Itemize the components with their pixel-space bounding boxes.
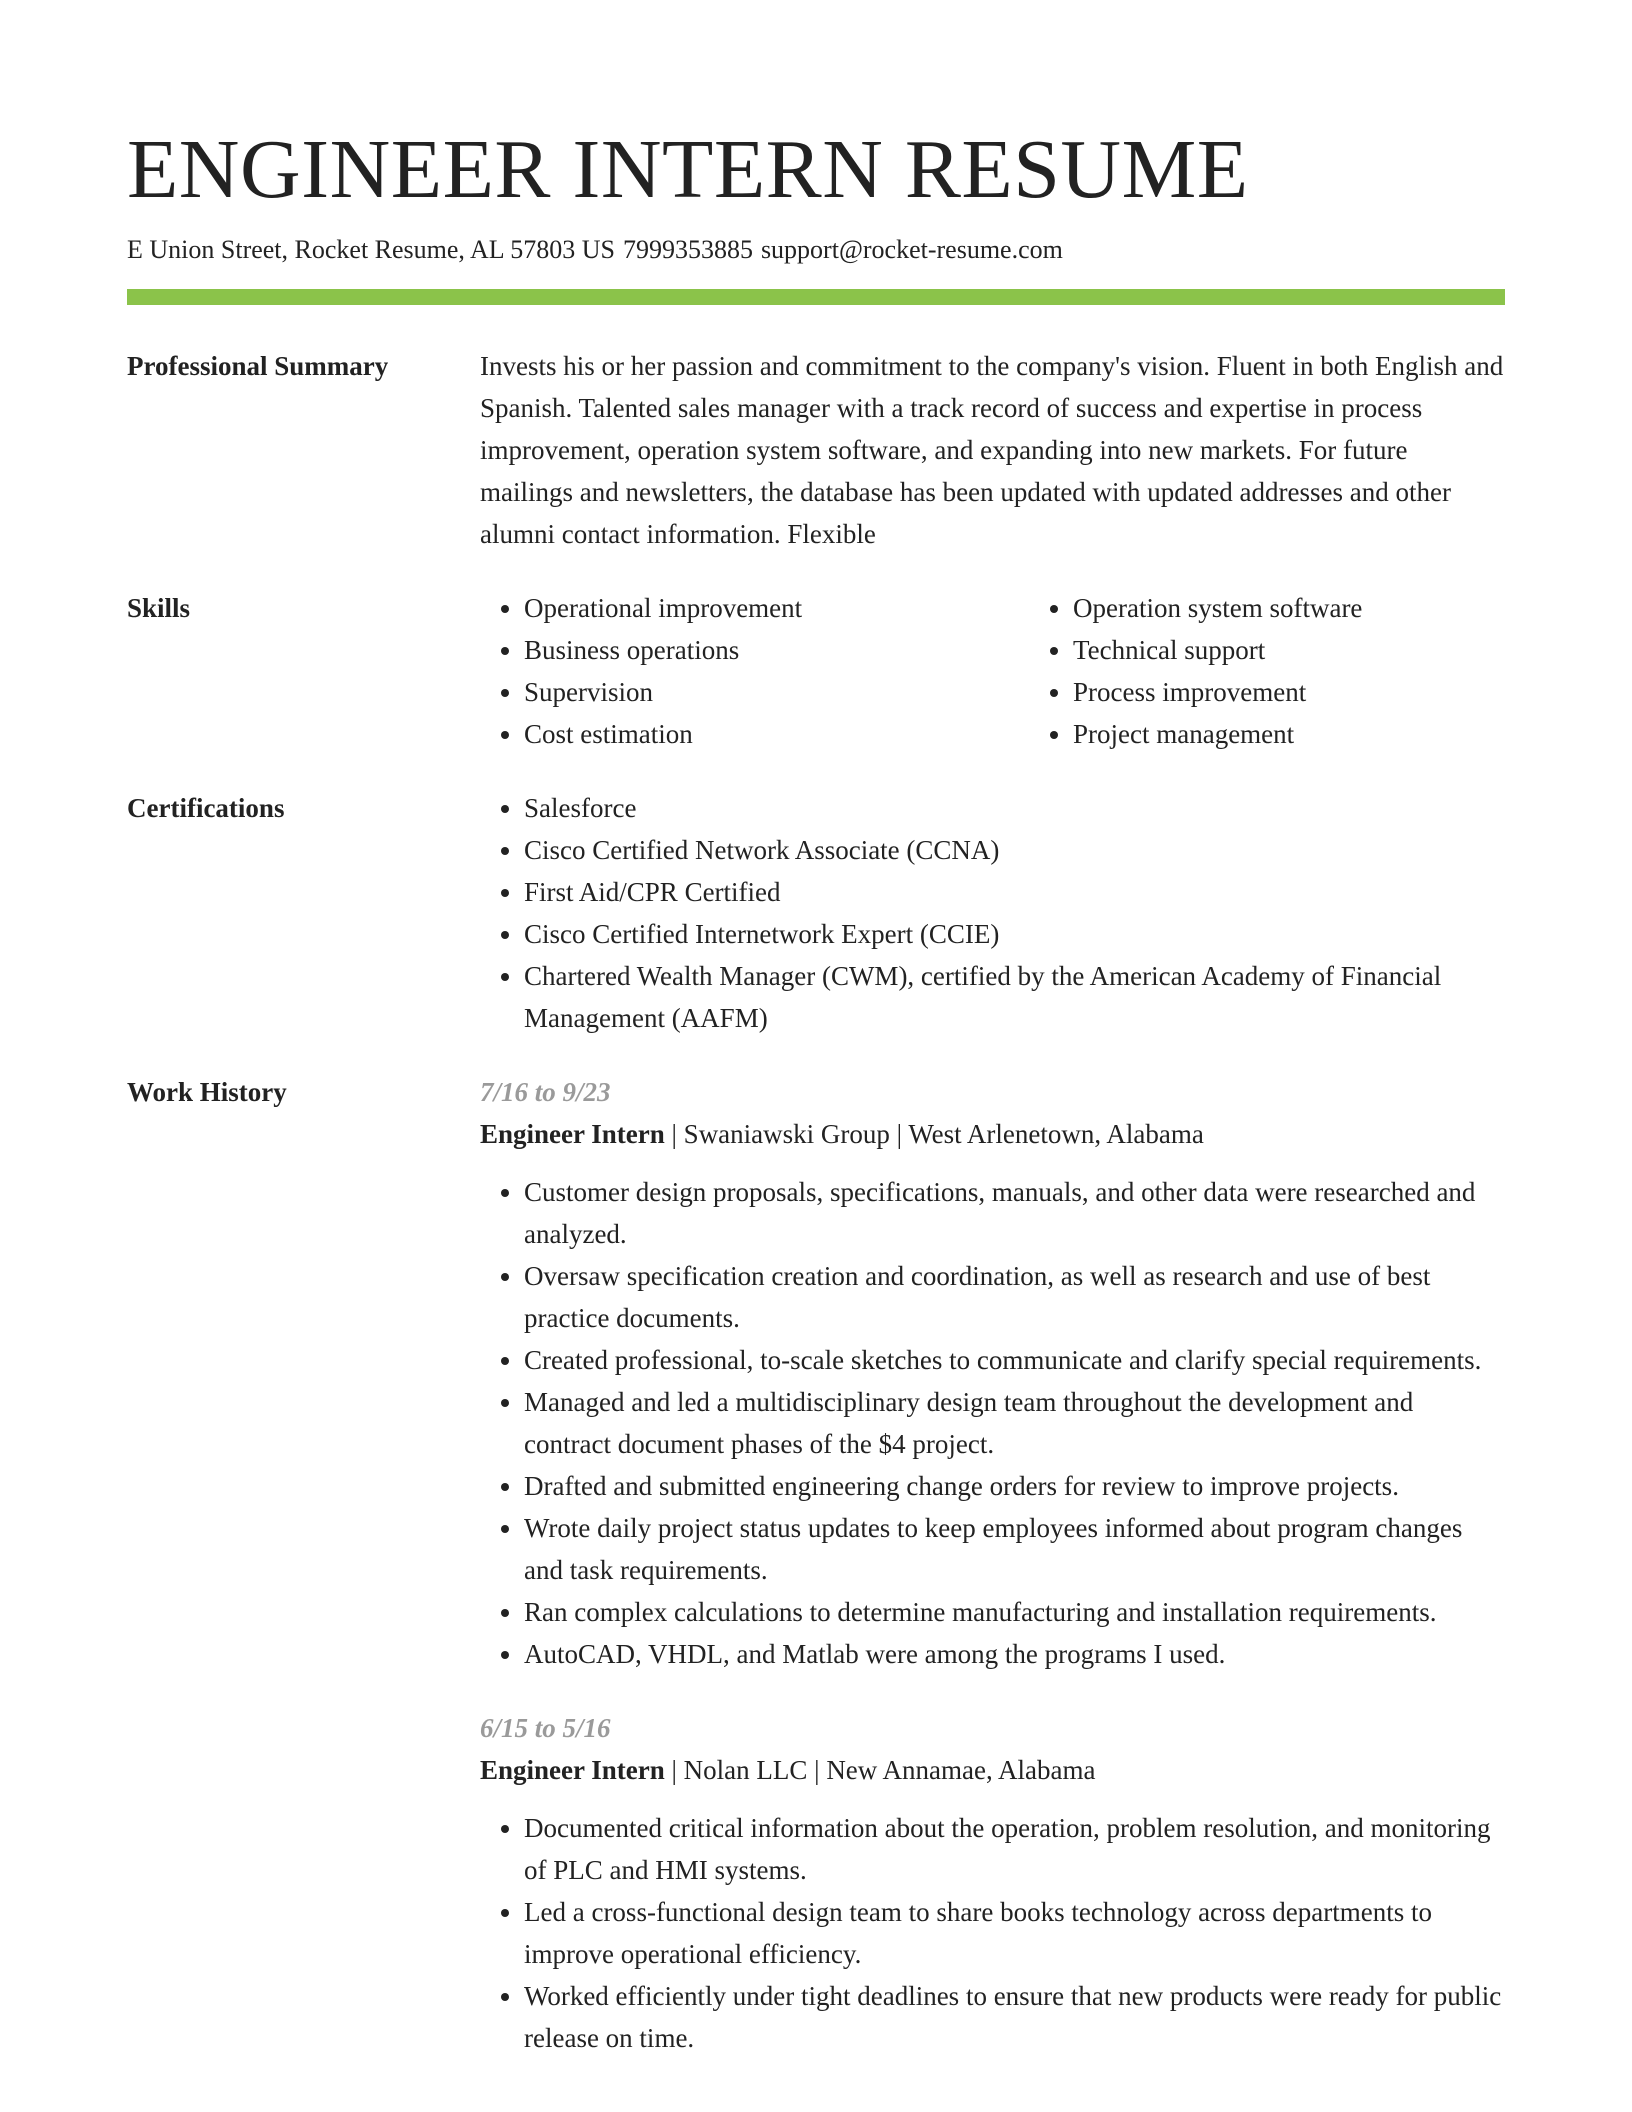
certification-item: • Cisco Certified Network Associate (CCNA) — [524, 829, 1505, 871]
job-dates: 6/15 to 5/16 — [480, 1713, 611, 1743]
certifications-section — [127, 787, 1505, 1039]
job-duties-list — [480, 1807, 1505, 2059]
skill-item: • Supervision — [524, 671, 1029, 713]
certifications-list — [480, 787, 1505, 1039]
job-heading: Engineer Intern | Swaniawski Group | West Arlenetown, Alabama — [480, 1119, 1204, 1149]
contact-line — [127, 232, 1505, 268]
job-location: New Annamae, Alabama — [826, 1755, 1096, 1785]
skill-item: • Cost estimation — [524, 713, 1029, 755]
certification-item: • Cisco Certified Internetwork Expert (CCIE) — [524, 913, 1505, 955]
certifications-heading: Certifications — [127, 793, 285, 823]
job-duty: • Oversaw specification creation and coordination, as well as research and use of best practice documents. — [524, 1255, 1505, 1339]
certification-item: • First Aid/CPR Certified — [524, 871, 1505, 913]
job-duties-list — [480, 1171, 1505, 1675]
job-duty: • Created professional, to-scale sketches to communicate and clarify special requirements. — [524, 1339, 1505, 1381]
summary-text: Invests his or her passion and commitment to the company's vision. Fluent in both English and Spanish. Talented sales manager with a track record of success and expertise in process improvement, operation system software, and expanding into new markets. For future mailings and newsletters, the database has been updated with updated addresses and other alumni contact information. Flexible — [480, 351, 1504, 549]
skills-grid — [480, 587, 1578, 755]
contact-phone: 7999353885 — [622, 235, 753, 264]
summary-section — [127, 345, 1505, 555]
job-duty: • Ran complex calculations to determine manufacturing and installation requirements. — [524, 1591, 1505, 1633]
skills-section — [127, 587, 1505, 755]
job-entry — [480, 1707, 1505, 2059]
skills-list-left — [480, 587, 1029, 755]
accent-divider — [127, 289, 1505, 305]
skill-item: • Project management — [1073, 713, 1578, 755]
job-title: Engineer Intern — [480, 1119, 665, 1149]
skill-item: • Process improvement — [1073, 671, 1578, 713]
certifications-body — [480, 787, 1505, 1039]
job-duty: • Documented critical information about the operation, problem resolution, and monitoring of PLC and HMI systems. — [524, 1807, 1505, 1891]
resume-title: ENGINEER INTERN RESUME — [127, 123, 1249, 216]
job-company: Nolan LLC — [683, 1755, 808, 1785]
job-duty: • Wrote daily project status updates to keep employees informed about program changes and task requirements. — [524, 1507, 1505, 1591]
skills-heading: Skills — [127, 593, 191, 623]
job-duty: • Managed and led a multidisciplinary design team throughout the development and contract document phases of the $4 project. — [524, 1381, 1505, 1465]
contact-address: E Union Street, Rocket Resume, AL 57803 US — [127, 235, 615, 264]
job-title: Engineer Intern — [480, 1755, 665, 1785]
skill-item: • Operation system software — [1073, 587, 1578, 629]
skills-list-right — [1029, 587, 1578, 755]
job-dates: 7/16 to 9/23 — [480, 1077, 611, 1107]
contact-email: support@rocket-resume.com — [760, 235, 1063, 264]
skill-item: • Operational improvement — [524, 587, 1029, 629]
job-heading: Engineer Intern | Nolan LLC | New Annamae, Alabama — [480, 1755, 1096, 1785]
resume-page — [127, 120, 1505, 2059]
work-history-heading: Work History — [127, 1077, 287, 1107]
skill-item: • Business operations — [524, 629, 1029, 671]
job-location: West Arlenetown, Alabama — [908, 1119, 1204, 1149]
job-company: Swaniawski Group — [683, 1119, 890, 1149]
certification-item: • Salesforce — [524, 787, 1505, 829]
certification-item: • Chartered Wealth Manager (CWM), certified by the American Academy of Financial Management (AAFM) — [524, 955, 1505, 1039]
work-history-section — [127, 1071, 1505, 2059]
job-duty: • Customer design proposals, specifications, manuals, and other data were researched and analyzed. — [524, 1171, 1505, 1255]
summary-heading: Professional Summary — [127, 351, 389, 381]
job-duty: • Led a cross-functional design team to share books technology across departments to improve operational efficiency. — [524, 1891, 1505, 1975]
work-history-body — [480, 1071, 1505, 2059]
skill-item: • Technical support — [1073, 629, 1578, 671]
job-duty: • AutoCAD, VHDL, and Matlab were among the programs I used. — [524, 1633, 1505, 1675]
job-entry — [480, 1071, 1505, 1675]
job-duty: • Worked efficiently under tight deadlines to ensure that new products were ready for public release on time. — [524, 1975, 1505, 2059]
job-duty: • Drafted and submitted engineering change orders for review to improve projects. — [524, 1465, 1505, 1507]
